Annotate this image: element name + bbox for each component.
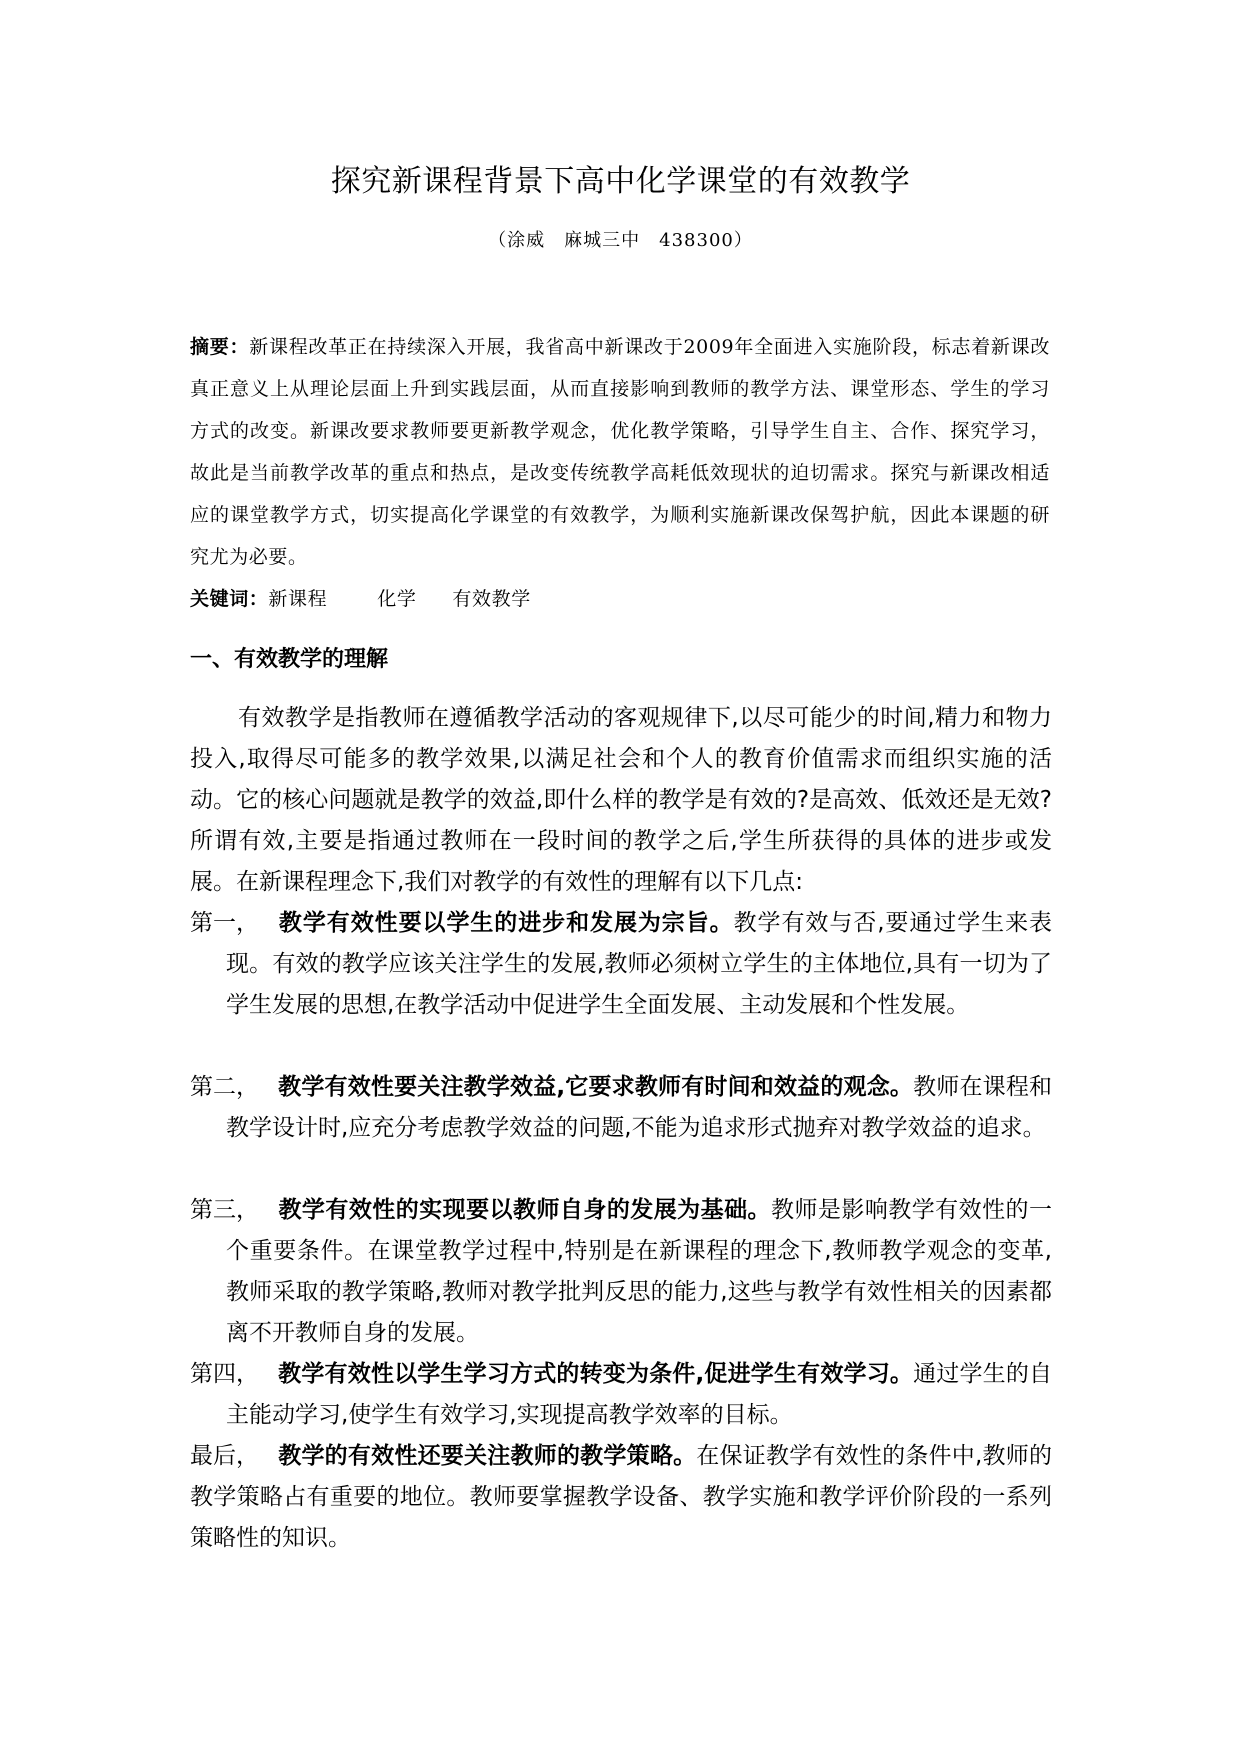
point-label: 最后， [190,1443,259,1469]
abstract-paragraph [190,326,1050,578]
section-heading: 一、有效教学的理解 [190,647,389,672]
abstract-label: 摘要： [190,336,250,358]
point-emphasis: 教学有效性要关注教学效益,它要求教师有时间和效益的观念。 [278,1074,914,1100]
point-paragraph-final [190,1436,1052,1559]
abstract-text: 新课程改革正在持续深入开展，我省高中新课改于2009年全面进入实施阶段，标志着新课改真正意义上从理论层面上升到实践层面，从而直接影响到教师的教学方法、课堂形态、学生的学习方式的改变。新课改要求教师要更新教学观念，优化教学策略，引导学生自主、合作、探究学习，故此是当前教学改革的重点和热点，是改变传统教学高耗低效现状的迫切需求。探究与新课改相适应的课堂教学方式，切实提高化学课堂的有效教学，为顺利实施新课改保驾护航，因此本课题的研究尤为必要。 [190,336,1050,568]
point-text: 在保证教学有效性的条件中,教师的教学策略占有重要的地位。教师要掌握教学设备、教学实施和教学评价阶段的一系列策略性的知识。 [190,1443,1052,1551]
point-label: 第四， [190,1361,259,1387]
keyword-item: 有效教学 [452,588,531,610]
keywords-line [190,578,1050,620]
point-emphasis: 教学有效性要以学生的进步和发展为宗旨。 [278,910,734,936]
point-paragraph-1 [190,903,1052,1026]
point-label: 第三， [190,1197,259,1223]
keyword-item: 化学 [377,588,417,610]
keywords-label: 关键词： [190,588,269,610]
point-label: 第二， [190,1074,259,1100]
point-text: 通过学生的自主能动学习,使学生有效学习,实现提高教学效率的目标。 [226,1361,1052,1428]
point-text: 教学有效与否,要通过学生来表现。有效的教学应该关注学生的发展,教师必须树立学生的主体地位,具有一切为了学生发展的思想,在教学活动中促进学生全面发展、主动发展和个性发展。 [226,910,1053,1018]
author-byline: （涂威 麻城三中 438300） [488,230,753,251]
point-label: 第一， [190,910,259,936]
point-emphasis: 教学的有效性还要关注教师的教学策略。 [278,1443,697,1469]
intro-paragraph: 有效教学是指教师在遵循教学活动的客观规律下,以尽可能少的时间,精力和物力投入,取得尽可能多的教学效果,以满足社会和个人的教育价值需求而组织实施的活动。它的核心问题就是教学的效益,即什么样的教学是有效的?是高效、低效还是无效?所谓有效,主要是指通过教师在一段时间的教学之后,学生所获得的具体的进步或发展。在新课程理念下,我们对教学的有效性的理解有以下几点: [190,705,1052,895]
point-paragraph-2 [190,1067,1052,1149]
point-text: 教师是影响教学有效性的一个重要条件。在课堂教学过程中,特别是在新课程的理念下,教师教学观念的变革,教师采取的教学策略,教师对教学批判反思的能力,这些与教学有效性相关的因素都离不开教师自身的发展。 [226,1197,1053,1346]
point-paragraph-3 [190,1190,1052,1354]
point-text: 教师在课程和教学设计时,应充分考虑教学效益的问题,不能为追求形式抛弃对教学效益的追求。 [226,1074,1052,1141]
point-emphasis: 教学有效性的实现要以教师自身的发展为基础。 [278,1197,771,1223]
document-title: 探究新课程背景下高中化学课堂的有效教学 [330,164,911,199]
point-emphasis: 教学有效性以学生学习方式的转变为条件,促进学生有效学习。 [278,1361,914,1387]
point-paragraph-4 [190,1354,1052,1436]
keyword-item: 新课程 [268,588,328,610]
